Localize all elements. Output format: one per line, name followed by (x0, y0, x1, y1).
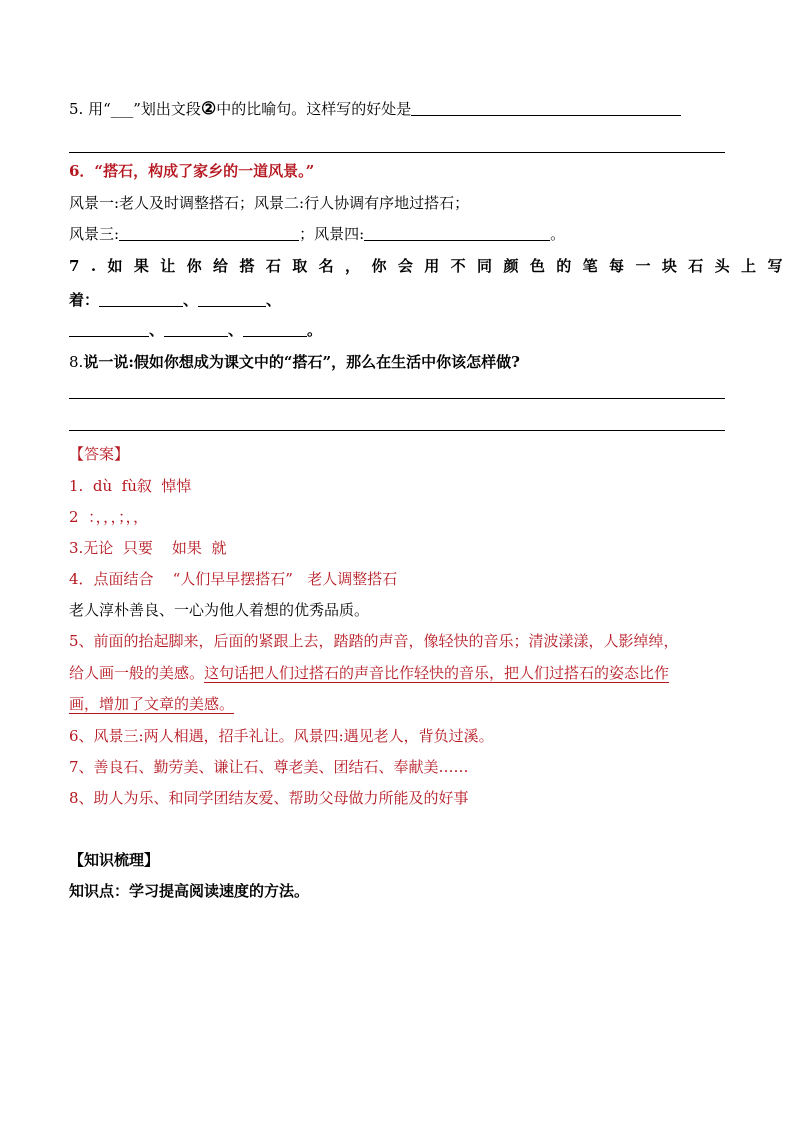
knowledge-heading: 【知识梳理】 (69, 851, 160, 869)
knowledge-point: 知识点：学习提高阅读速度的方法。 (69, 882, 310, 900)
q7-blank-5[interactable] (243, 322, 307, 337)
q6-end: 。 (550, 225, 566, 243)
q8-answer-rule-1[interactable] (69, 398, 725, 399)
q5-answer-blank[interactable] (411, 101, 681, 116)
q7-sep-1: 、 (183, 291, 199, 309)
answer-4: 4．点面结合 “人们早早摆搭石” 老人调整搭石 (69, 570, 398, 588)
circled-number: ② (200, 99, 217, 119)
q7-blank-1[interactable] (99, 292, 183, 307)
answer-5-line3 (69, 694, 234, 714)
q5-rest: 中的比喻句。这样写的好处是 (216, 100, 412, 118)
question-5 (69, 99, 681, 119)
q7-zhe: 着： (69, 291, 100, 309)
answer-7: 7、善良石、勤劳美、谦让石、尊老美、团结石、奉献美…… (69, 758, 469, 776)
q7-sep-2: 、 (266, 291, 282, 309)
answer-5-underlined: 这句话把人们过搭石的声音比作轻快的音乐，把人们过搭石的姿态比作 (204, 664, 670, 682)
q8-answer-rule-2[interactable] (69, 430, 725, 431)
answer-3: 3.无论 只要 如果 就 (69, 539, 227, 557)
answer-5-plain: 给人画一般的美感。 (69, 664, 205, 682)
q5-number: 5. (69, 100, 84, 118)
answer-5-line2 (69, 663, 669, 683)
answer-1: 1. dù fù叙 悼悼 (69, 477, 192, 495)
scene3-blank[interactable] (119, 226, 299, 241)
question-6-scenes: 风景一:老人及时调整搭石；风景二:行人协调有序地过搭石； (69, 194, 470, 212)
question-7: 7.如果让你给搭石取名，你会用不同颜色的笔每一块石头上写 (69, 257, 794, 275)
scene3-label: 风景三: (69, 225, 120, 243)
answer-5-underlined-end: 画，增加了文章的美感。 (69, 695, 235, 713)
q7-blank-4[interactable] (164, 322, 228, 337)
answer-8: 8、助人为乐、和同学团结友爱、帮助父母做力所能及的好事 (69, 789, 469, 807)
question-7-line3 (69, 320, 322, 340)
answers-heading: 【答案】 (69, 445, 130, 463)
answer-4-detail: 老人淳朴善良、一心为他人着想的优秀品质。 (69, 601, 370, 619)
question-8 (69, 352, 520, 372)
q7-sep-3: 、 (149, 321, 165, 339)
q7-sep-4: 、 (228, 321, 244, 339)
q5-prefix: 用“ (88, 100, 111, 118)
q7-blank-2[interactable] (198, 292, 266, 307)
answer-2: 2 ：，，，；，， (69, 508, 149, 526)
q8-number: 8. (69, 353, 84, 371)
q5-answer-rule[interactable] (69, 152, 725, 153)
q7-blank-3[interactable] (69, 322, 149, 337)
question-6-blanks (69, 224, 565, 244)
q5-mark-blank: ___ (110, 100, 134, 118)
q7-end: 。 (307, 321, 323, 339)
answer-5-line1: 5、前面的抬起脚来，后面的紧跟上去，踏踏的声音，像轻快的音乐；清波漾漾，人影绰绰， (69, 632, 679, 650)
q5-postfix: ”划出文段 (133, 100, 201, 118)
scene4-blank[interactable] (364, 226, 550, 241)
answer-6: 6、风景三:两人相遇，招手礼让。风景四:遇见老人，背负过溪。 (69, 727, 494, 745)
q8-text: 说一说:假如你想成为课文中的“搭石”，那么在生活中你该怎样做? (83, 353, 520, 371)
question-7-line2 (69, 290, 281, 310)
scene4-label: ；风景四: (299, 225, 365, 243)
question-6-title: 6．“搭石，构成了家乡的一道风景。” (69, 162, 315, 180)
